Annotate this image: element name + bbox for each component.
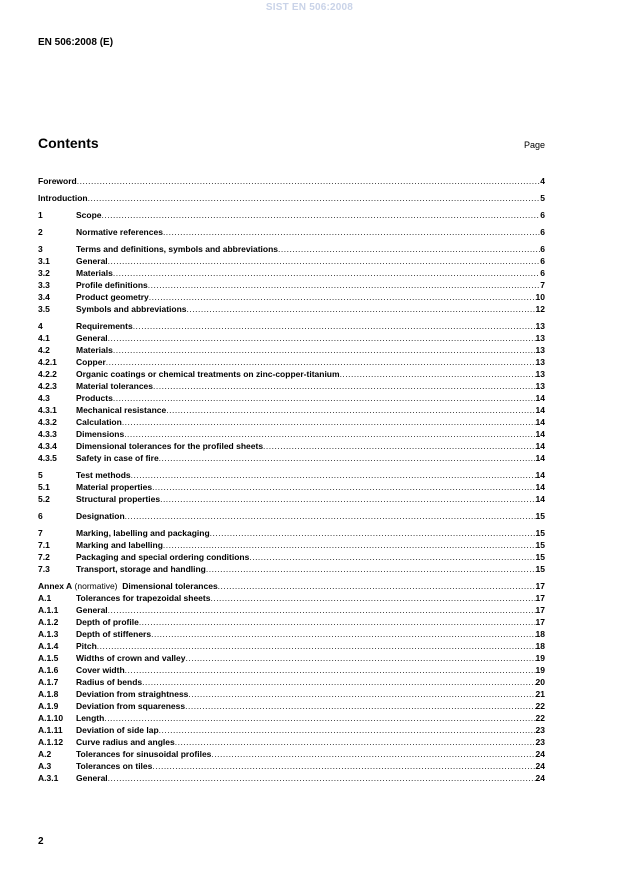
toc-entry-page: 17 — [535, 581, 545, 591]
toc-entry-title: General — [76, 256, 108, 266]
toc-entry-number: 7.3 — [38, 564, 50, 574]
toc-entry-page: 14 — [535, 494, 545, 504]
toc-entry-title: Tolerances for trapezoidal sheets — [76, 593, 211, 603]
toc-entry-number: 4.2 — [38, 345, 50, 355]
toc-entry-title: Deviation from squareness — [76, 701, 186, 711]
toc-entry-page: 14 — [535, 470, 545, 480]
document-id: EN 506:2008 (E) — [38, 37, 114, 48]
toc-entry-title: Scope — [76, 210, 102, 220]
toc-entry-number: 6 — [38, 511, 43, 521]
toc-entry[interactable] — [38, 255, 545, 267]
toc-entry-page: 14 — [535, 453, 545, 463]
toc-entry-number: 4.3 — [38, 393, 50, 403]
toc-entry[interactable] — [38, 510, 545, 522]
toc-entry-number: A.1 — [38, 593, 52, 603]
toc-entry-number: A.1.8 — [38, 689, 59, 699]
toc-entry-page: 15 — [535, 564, 545, 574]
toc-entry[interactable] — [38, 469, 545, 481]
toc-entry-number: 5.2 — [38, 494, 50, 504]
toc-entry-title: Designation — [76, 511, 125, 521]
toc-dot-leader — [108, 772, 536, 784]
toc-entry[interactable] — [38, 344, 545, 356]
toc-entry-number: 1 — [38, 210, 43, 220]
toc-entry-title: Structural properties — [76, 494, 161, 504]
toc-entry[interactable] — [38, 563, 545, 575]
toc-entry[interactable] — [38, 279, 545, 291]
toc-entry-number: A.1.10 — [38, 713, 64, 723]
toc-entry-page: 7 — [540, 280, 545, 290]
toc-dot-leader — [131, 469, 536, 481]
toc-entry-title-note: (normative) — [72, 581, 123, 591]
toc-entry-title: Depth of profile — [76, 617, 139, 627]
toc-entry-title — [38, 580, 218, 592]
toc-entry-title: Packaging and special ordering conditions — [76, 552, 250, 562]
toc-dot-leader — [139, 616, 536, 628]
toc-entry-page: 24 — [535, 773, 545, 783]
toc-entry-page: 14 — [535, 417, 545, 427]
toc-entry-page: 15 — [535, 511, 545, 521]
toc-entry-number: A.2 — [38, 749, 52, 759]
toc-entry[interactable] — [38, 416, 545, 428]
toc-dot-leader — [153, 380, 536, 392]
toc-dot-leader — [249, 551, 535, 563]
toc-entry[interactable] — [38, 688, 545, 700]
toc-entry-number: A.1.3 — [38, 629, 59, 639]
toc-entry-page: 22 — [535, 713, 545, 723]
toc-dot-leader — [125, 664, 536, 676]
toc-entry-title-main: Annex A — [38, 581, 73, 591]
toc-entry-number: A.1.2 — [38, 617, 59, 627]
toc-entry[interactable] — [38, 712, 545, 724]
toc-entry[interactable] — [38, 452, 545, 464]
toc-entry[interactable] — [38, 748, 545, 760]
toc-entry-title: Foreword — [38, 176, 77, 186]
toc-entry-number: A.1.11 — [38, 725, 63, 735]
toc-entry[interactable] — [38, 592, 545, 604]
toc-entry-title: Calculation — [76, 417, 122, 427]
toc-entry-title: Product geometry — [76, 292, 149, 302]
toc-dot-leader — [97, 640, 536, 652]
toc-entry-page: 4 — [540, 176, 545, 186]
toc-entry[interactable] — [38, 628, 545, 640]
toc-entry-number: 4.2.2 — [38, 369, 57, 379]
toc-dot-leader — [218, 580, 536, 592]
toc-entry-page: 6 — [540, 210, 545, 220]
toc-entry-page: 13 — [535, 369, 545, 379]
toc-entry-number: A.3.1 — [38, 773, 59, 783]
toc-dot-leader — [186, 652, 536, 664]
toc-entry-title: Materials — [76, 345, 113, 355]
toc-entry[interactable] — [38, 291, 545, 303]
toc-entry-title: Tolerances on tiles — [76, 761, 153, 771]
toc-entry-title: Cover width — [76, 665, 125, 675]
toc-entry-number: 3.1 — [38, 256, 50, 266]
toc-entry-number: 5.1 — [38, 482, 50, 492]
toc-entry-page: 13 — [535, 357, 545, 367]
toc-dot-leader — [113, 267, 540, 279]
toc-entry-title: Deviation from straightness — [76, 689, 189, 699]
toc-dot-leader — [263, 440, 535, 452]
toc-entry[interactable] — [38, 209, 545, 221]
toc-dot-leader — [133, 320, 536, 332]
toc-entry-title: Products — [76, 393, 113, 403]
toc-entry-title: Safety in case of fire — [76, 453, 159, 463]
toc-entry-title: Material tolerances — [76, 381, 154, 391]
toc-entry[interactable] — [38, 428, 545, 440]
toc-entry[interactable] — [38, 664, 545, 676]
toc-entry-page: 6 — [540, 256, 545, 266]
toc-entry[interactable] — [38, 604, 545, 616]
toc-entry-number: A.3 — [38, 761, 52, 771]
toc-entry[interactable] — [38, 175, 545, 187]
toc-entry-page: 13 — [535, 345, 545, 355]
toc-dot-leader — [211, 748, 535, 760]
toc-entry-title: Normative references — [76, 227, 163, 237]
toc-entry-number: 4.3.4 — [38, 441, 57, 451]
toc-entry-title: Material properties — [76, 482, 153, 492]
toc-entry[interactable] — [38, 332, 545, 344]
toc-entry-title: Marking and labelling — [76, 540, 163, 550]
toc-entry-page: 13 — [535, 321, 545, 331]
toc-entry-page: 22 — [535, 701, 545, 711]
toc-dot-leader — [151, 628, 535, 640]
toc-entry-page: 14 — [535, 441, 545, 451]
toc-entry-number: 3 — [38, 244, 43, 254]
toc-entry-number: A.1.6 — [38, 665, 59, 675]
toc-entry[interactable] — [38, 640, 545, 652]
toc-entry[interactable] — [38, 404, 545, 416]
toc-dot-leader — [187, 303, 536, 315]
toc-entry-page: 18 — [535, 629, 545, 639]
toc-entry-number: 3.2 — [38, 268, 50, 278]
toc-entry-page: 14 — [535, 482, 545, 492]
toc-entry-page: 21 — [535, 689, 545, 699]
toc-entry-number: 3.5 — [38, 304, 50, 314]
toc-entry-page: 14 — [535, 393, 545, 403]
toc-entry[interactable] — [38, 539, 545, 551]
toc-entry-number: A.1.5 — [38, 653, 59, 663]
toc-entry-page: 14 — [535, 429, 545, 439]
toc-entry[interactable] — [38, 481, 545, 493]
page-column-header: Page — [523, 140, 545, 150]
toc-entry[interactable] — [38, 368, 545, 380]
toc-entry-number: 3.4 — [38, 292, 50, 302]
toc-entry[interactable] — [38, 392, 545, 404]
toc-dot-leader — [152, 481, 535, 493]
toc-dot-leader — [210, 527, 536, 539]
toc-dot-leader — [125, 510, 536, 522]
toc-dot-leader — [163, 539, 536, 551]
toc-dot-leader — [122, 416, 536, 428]
toc-entry-number: A.1.9 — [38, 701, 59, 711]
toc-entry[interactable] — [38, 493, 545, 505]
toc-dot-leader — [340, 368, 536, 380]
toc-entry-title: Organic coatings or chemical treatments on zinc-copper-titanium — [76, 369, 340, 379]
toc-entry-page: 5 — [540, 193, 545, 203]
toc-dot-leader — [278, 243, 540, 255]
toc-entry-title: General — [76, 605, 108, 615]
toc-dot-leader — [166, 404, 535, 416]
toc-dot-leader — [160, 493, 535, 505]
toc-entry[interactable] — [38, 320, 545, 332]
toc-entry-number: 7.2 — [38, 552, 50, 562]
toc-entry-number: 4.2.1 — [38, 357, 57, 367]
toc-entry[interactable] — [38, 676, 545, 688]
toc-dot-leader — [149, 291, 536, 303]
toc-dot-leader — [102, 209, 541, 221]
toc-entry[interactable] — [38, 772, 545, 784]
toc-entry-number: 4.3.3 — [38, 429, 57, 439]
toc-dot-leader — [159, 452, 536, 464]
toc-entry-page: 23 — [535, 725, 545, 735]
toc-entry-number: 5 — [38, 470, 43, 480]
table-of-contents — [38, 175, 545, 784]
toc-entry-title: Mechanical resistance — [76, 405, 167, 415]
toc-entry-page: 17 — [535, 605, 545, 615]
toc-dot-leader — [175, 736, 536, 748]
toc-entry-number: A.1.7 — [38, 677, 59, 687]
toc-entry-number: 4.3.2 — [38, 417, 57, 427]
toc-dot-leader — [163, 226, 540, 238]
toc-entry-page: 17 — [535, 593, 545, 603]
toc-dot-leader — [148, 279, 540, 291]
toc-entry-title: Dimensional tolerances for the profiled sheets — [76, 441, 264, 451]
toc-entry[interactable] — [38, 527, 545, 539]
toc-entry-title: General — [76, 333, 108, 343]
toc-entry-page: 17 — [535, 617, 545, 627]
toc-entry-title: Materials — [76, 268, 113, 278]
toc-entry[interactable] — [38, 736, 545, 748]
toc-entry[interactable] — [38, 652, 545, 664]
toc-entry[interactable] — [38, 616, 545, 628]
toc-entry-title: Deviation of side lap — [76, 725, 159, 735]
toc-entry-title: Pitch — [76, 641, 97, 651]
toc-entry-title: Profile definitions — [76, 280, 148, 290]
contents-title: Contents — [38, 135, 99, 151]
toc-entry-title: Dimensions — [76, 429, 125, 439]
toc-entry-number: 4.1 — [38, 333, 50, 343]
toc-entry-title: Depth of stiffeners — [76, 629, 152, 639]
toc-entry-page: 14 — [535, 405, 545, 415]
toc-entry-page: 13 — [535, 333, 545, 343]
toc-entry-page: 15 — [535, 528, 545, 538]
toc-entry[interactable] — [38, 243, 545, 255]
toc-entry-number: A.1.1 — [38, 605, 59, 615]
toc-entry-page: 19 — [535, 665, 545, 675]
toc-entry[interactable] — [38, 440, 545, 452]
toc-dot-leader — [106, 356, 536, 368]
toc-entry-page: 15 — [535, 540, 545, 550]
toc-entry-page: 24 — [535, 749, 545, 759]
toc-entry-title: Widths of crown and valley — [76, 653, 186, 663]
toc-entry[interactable] — [38, 700, 545, 712]
toc-entry-page: 24 — [535, 761, 545, 771]
toc-entry-number: 7.1 — [38, 540, 50, 550]
toc-entry-title: Radius of bends — [76, 677, 143, 687]
toc-entry-number: 7 — [38, 528, 43, 538]
toc-entry[interactable] — [38, 267, 545, 279]
toc-entry-page: 19 — [535, 653, 545, 663]
toc-entry-title: Terms and definitions, symbols and abbreviations — [76, 244, 278, 254]
toc-dot-leader — [124, 428, 535, 440]
toc-dot-leader — [77, 175, 541, 187]
toc-dot-leader — [210, 592, 535, 604]
toc-entry-number: 3.3 — [38, 280, 50, 290]
toc-entry-page: 6 — [540, 268, 545, 278]
toc-entry-title: Tolerances for sinusoidal profiles — [76, 749, 212, 759]
toc-entry[interactable] — [38, 551, 545, 563]
toc-entry-page: 15 — [535, 552, 545, 562]
toc-entry-title: Length — [76, 713, 105, 723]
toc-entry[interactable] — [38, 192, 545, 204]
toc-entry-page: 18 — [535, 641, 545, 651]
toc-entry[interactable] — [38, 303, 545, 315]
toc-dot-leader — [108, 332, 536, 344]
toc-entry[interactable] — [38, 580, 545, 592]
toc-entry-page: 6 — [540, 244, 545, 254]
watermark: SIST EN 506:2008 — [265, 2, 354, 13]
toc-entry-number: 4.2.3 — [38, 381, 57, 391]
toc-entry-title: Transport, storage and handling — [76, 564, 206, 574]
toc-entry-title-rest: Dimensional tolerances — [122, 581, 218, 591]
toc-entry-title: Curve radius and angles — [76, 737, 175, 747]
toc-dot-leader — [104, 712, 535, 724]
toc-entry-title: Marking, labelling and packaging — [76, 528, 210, 538]
toc-dot-leader — [108, 604, 536, 616]
toc-dot-leader — [188, 688, 535, 700]
toc-dot-leader — [88, 192, 541, 204]
toc-entry-title: Test methods — [76, 470, 131, 480]
toc-dot-leader — [142, 676, 535, 688]
toc-dot-leader — [113, 392, 536, 404]
toc-entry[interactable] — [38, 226, 545, 238]
toc-entry-title: Copper — [76, 357, 106, 367]
toc-dot-leader — [152, 760, 535, 772]
toc-entry-page: 13 — [535, 381, 545, 391]
toc-dot-leader — [108, 255, 541, 267]
toc-entry-page: 20 — [535, 677, 545, 687]
toc-entry[interactable] — [38, 380, 545, 392]
toc-entry-number: 4.3.5 — [38, 453, 57, 463]
toc-entry-title: General — [76, 773, 108, 783]
toc-entry-number: A.1.4 — [38, 641, 59, 651]
toc-entry[interactable] — [38, 760, 545, 772]
toc-dot-leader — [185, 700, 535, 712]
toc-entry-number: 4 — [38, 321, 43, 331]
toc-dot-leader — [206, 563, 536, 575]
toc-entry-page: 6 — [540, 227, 545, 237]
toc-entry[interactable] — [38, 724, 545, 736]
toc-entry-title: Symbols and abbreviations — [76, 304, 187, 314]
page-number: 2 — [38, 836, 44, 847]
toc-entry-number: 4.3.1 — [38, 405, 57, 415]
toc-dot-leader — [159, 724, 536, 736]
toc-entry-number: A.1.12 — [38, 737, 64, 747]
toc-entry-title: Introduction — [38, 193, 88, 203]
toc-dot-leader — [113, 344, 536, 356]
toc-entry-page: 12 — [535, 304, 545, 314]
toc-entry[interactable] — [38, 356, 545, 368]
toc-entry-page: 23 — [535, 737, 545, 747]
toc-entry-number: 2 — [38, 227, 43, 237]
toc-entry-page: 10 — [535, 292, 545, 302]
toc-entry-title: Requirements — [76, 321, 133, 331]
